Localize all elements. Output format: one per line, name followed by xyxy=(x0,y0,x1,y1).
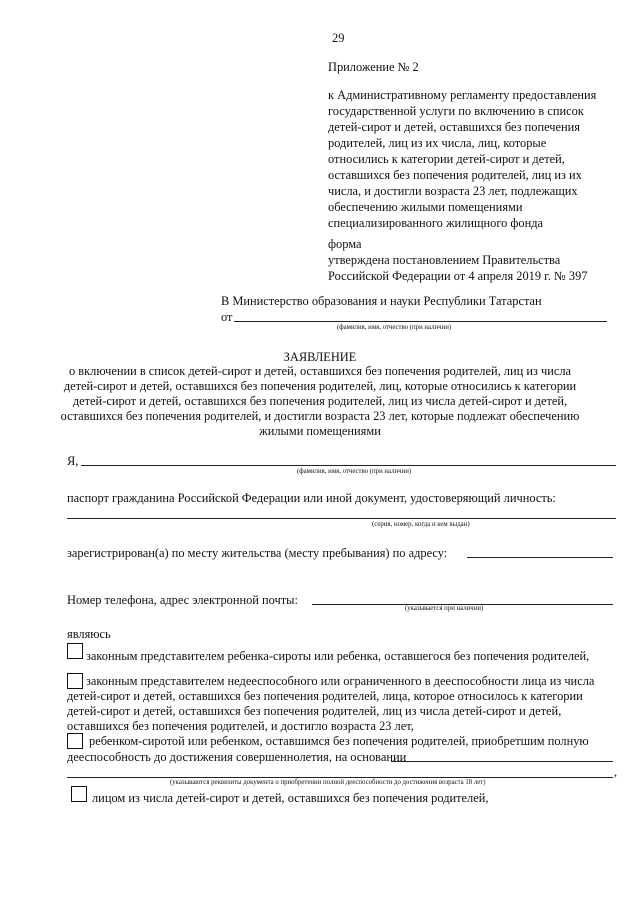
name-input-line[interactable] xyxy=(81,465,616,466)
name-hint: (фамилия, имя, отчество (при наличии) xyxy=(297,468,412,475)
option-legal-rep-incapable-line: оставшихся без попечения родителей, и достигло возраста 23 лет, xyxy=(67,719,414,733)
form-label: форма xyxy=(328,237,362,251)
option-legal-rep-incapable-label: законным представителем недееспособного или ограниченного в дееспособности лица из числа xyxy=(86,674,595,688)
option-legal-rep-child-label: законным представителем ребенка-сироты или ребенка, оставшегося без попечения родителей, xyxy=(86,649,590,663)
passport-hint: (серия, номер, когда и кем выдан) xyxy=(372,521,470,528)
appendix-line: оставшихся без попечения родителей, лиц из их xyxy=(328,168,582,182)
emancipation-basis-input-line-1[interactable] xyxy=(391,761,613,762)
approved-line: утверждена постановлением Правительства xyxy=(328,253,561,267)
registered-label: зарегистрирован(а) по месту жительства (месту пребывания) по адресу: xyxy=(67,546,448,560)
statement-line: о включении в список детей-сирот и детей, оставшихся без попечения родителей, лиц из числа xyxy=(68,364,572,378)
option-orphan-emancipated-checkbox[interactable] xyxy=(67,733,83,749)
appendix-line: к Административному регламенту предоставления xyxy=(328,88,597,102)
option-orphan-emancipated-line: дееспособность до достижения совершеннолетия, на основании xyxy=(67,750,407,764)
emancipation-comma: , xyxy=(614,765,618,779)
statement-line: оставшихся без попечения родителей, и достигли возраста 23 лет, которые подлежат обеспечению xyxy=(60,409,580,423)
i-label: Я, xyxy=(67,454,79,468)
phone-label: Номер телефона, адрес электронной почты: xyxy=(67,593,298,607)
from-input-line[interactable] xyxy=(234,321,607,322)
being-label: являюсь xyxy=(67,627,111,641)
option-legal-rep-incapable-checkbox[interactable] xyxy=(67,673,83,689)
emancipation-basis-input-line-2[interactable] xyxy=(67,777,613,778)
statement-title: ЗАЯВЛЕНИЕ xyxy=(283,350,357,364)
appendix-line: числа, и достигли возраста 23 лет, подлежащих xyxy=(328,184,578,198)
option-former-orphan-checkbox[interactable] xyxy=(71,786,87,802)
appendix-line: относились к категории детей-сирот и детей, xyxy=(328,152,565,166)
page-number: 29 xyxy=(332,31,345,45)
phone-hint: (указывается при наличии) xyxy=(405,605,484,612)
passport-label: паспорт гражданина Российской Федерации или иной документ, удостоверяющий личность: xyxy=(67,491,556,505)
option-former-orphan-label: лицом из числа детей-сирот и детей, оставшихся без попечения родителей, xyxy=(92,791,489,805)
option-orphan-emancipated-label: ребенком-сиротой или ребенком, оставшимся без попечения родителей, приобретшим полную xyxy=(89,734,589,748)
option-legal-rep-child-checkbox[interactable] xyxy=(67,643,83,659)
appendix-title: Приложение № 2 xyxy=(328,60,419,74)
emancipation-hint: (указываются реквизиты документа о приобретении полной дееспособности до достижения возраста 18 лет) xyxy=(170,779,486,786)
option-legal-rep-incapable-line: детей-сирот и детей, оставшихся без попечения родителей, лица, которое относилось к категории xyxy=(67,689,583,703)
appendix-line: специализированного жилищного фонда xyxy=(328,216,544,230)
appendix-line: родителей, лиц из их числа, лиц, которые xyxy=(328,136,547,150)
appendix-line: обеспечению жилыми помещениями xyxy=(328,200,523,214)
statement-line: жилыми помещениями xyxy=(259,424,381,438)
address-input-line[interactable] xyxy=(467,557,613,558)
option-legal-rep-incapable-line: детей-сирот и детей, оставшихся без попечения родителей, лиц из числа детей-сирот и детей, xyxy=(67,704,562,718)
from-label: от xyxy=(221,310,233,324)
statement-line: детей-сирот и детей, оставшихся без попечения родителей, лиц, которые относились к категории xyxy=(63,379,577,393)
passport-input-line[interactable] xyxy=(67,518,616,519)
appendix-line: государственной услуги по включению в список xyxy=(328,104,584,118)
statement-line: детей-сирот и детей, оставшихся без попечения родителей, лиц из числа детей-сирот и детей, xyxy=(72,394,568,408)
approved-line: Российской Федерации от 4 апреля 2019 г. № 397 xyxy=(328,269,588,283)
addressee-to: В Министерство образования и науки Республики Татарстан xyxy=(221,294,542,308)
appendix-line: детей-сирот и детей, оставшихся без попечения xyxy=(328,120,580,134)
from-hint: (фамилия, имя, отчество (при наличии) xyxy=(337,324,452,331)
